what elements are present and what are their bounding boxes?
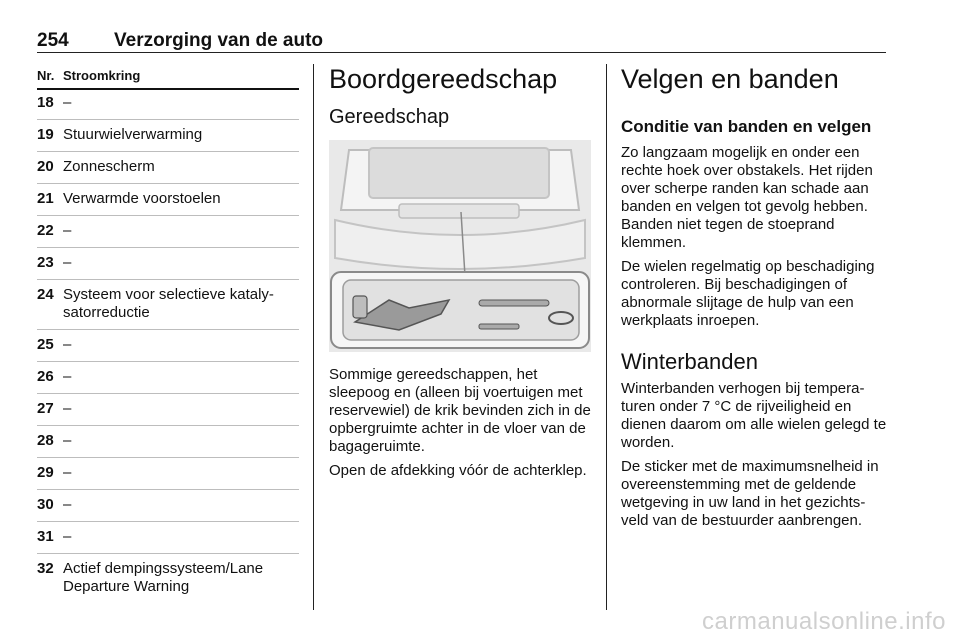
table-row <box>37 496 299 514</box>
fuse-circuit: Stuurwielverwarming <box>63 126 203 143</box>
table-row <box>37 368 299 386</box>
fuse-circuit: – <box>63 432 72 449</box>
table-row <box>37 158 299 176</box>
fuse-number: 32 <box>37 560 54 577</box>
fuse-number: 20 <box>37 158 54 175</box>
fuse-rows <box>37 94 299 596</box>
col-header-nr: Nr. <box>37 68 55 83</box>
row-divider <box>37 489 299 490</box>
page-title: Verzorging van de auto <box>114 30 324 51</box>
tools-heading: Boordgereedschap <box>329 64 558 94</box>
row-divider <box>37 247 299 248</box>
fuse-number: 24 <box>37 286 54 303</box>
tools-illustration <box>329 140 591 352</box>
watermark: carmanualsonline.info <box>702 608 946 635</box>
tyres-subheading-winter: Winterbanden <box>621 349 758 374</box>
fuse-number: 26 <box>37 368 54 385</box>
table-row <box>37 464 299 482</box>
row-divider <box>37 361 299 362</box>
fuse-circuit: Zonnescherm <box>63 158 155 175</box>
tyres-paragraph-2: De wielen regelmatig op beschadiging controleren. Bij beschadigingen of abnormale slijtage de hulp van een werkplaats inroepen. <box>621 258 875 329</box>
trunk-tools-drawing <box>329 140 591 352</box>
row-divider <box>37 425 299 426</box>
fuse-number: 25 <box>37 336 54 353</box>
tyres-paragraph-4: De sticker met de maximumsnelheid in overeenstemming met de geldende wetgeving in uw land in het gezichtsveld van de bestuurder aanbrengen. <box>621 458 879 529</box>
row-divider <box>37 183 299 184</box>
fuse-circuit: – <box>63 528 72 545</box>
tools-column <box>329 62 591 486</box>
table-row <box>37 432 299 450</box>
row-divider <box>37 329 299 330</box>
table-row <box>37 254 299 272</box>
row-divider <box>37 521 299 522</box>
fuse-table-header <box>37 66 299 88</box>
tyres-subheading-condition: Conditie van banden en velgen <box>621 117 872 136</box>
fuse-number: 29 <box>37 464 54 481</box>
tyres-heading: Velgen en banden <box>621 64 839 94</box>
table-row <box>37 94 299 112</box>
fuse-number: 19 <box>37 126 54 143</box>
fuse-circuit: – <box>63 222 72 239</box>
table-row <box>37 286 299 322</box>
table-row <box>37 528 299 546</box>
fuse-circuit: – <box>63 94 72 111</box>
tools-subheading: Gereedschap <box>329 106 450 128</box>
row-divider <box>37 215 299 216</box>
col-header-circuit: Stroomkring <box>63 68 141 83</box>
row-divider <box>37 279 299 280</box>
fuse-number: 21 <box>37 190 54 207</box>
column-divider-2 <box>606 64 607 610</box>
tyres-column <box>621 62 887 536</box>
table-row <box>37 222 299 240</box>
fuse-circuit: Systeem voor selectieve katalysatorreductie <box>63 286 274 321</box>
page-header <box>37 30 886 52</box>
tyres-paragraph-3: Winterbanden verhogen bij temperaturen onder 7 °C de rijveiligheid en dienen daarom om alle wielen gelegd te worden. <box>621 380 887 451</box>
fuse-number: 30 <box>37 496 54 513</box>
row-divider <box>37 393 299 394</box>
fuse-table <box>37 66 299 603</box>
tools-paragraph-1: Sommige gereedschappen, het sleepoog en (alleen bij voertuigen met reservewiel) de krik bevinden zich in de opbergruimte achter in de vloer van de bagageruimte. <box>329 366 591 455</box>
fuse-circuit: – <box>63 496 72 513</box>
table-row <box>37 560 299 596</box>
fuse-circuit: – <box>63 336 72 353</box>
fuse-circuit: – <box>63 254 72 271</box>
table-head-rule <box>37 88 299 90</box>
fuse-number: 22 <box>37 222 54 239</box>
fuse-circuit: – <box>63 464 72 481</box>
row-divider <box>37 119 299 120</box>
column-divider-1 <box>313 64 314 610</box>
fuse-number: 23 <box>37 254 54 271</box>
page-number: 254 <box>37 30 69 51</box>
fuse-number: 28 <box>37 432 54 449</box>
table-row <box>37 190 299 208</box>
fuse-circuit: Actief dempingssysteem/Lane Departure Warning <box>63 560 264 595</box>
table-row <box>37 126 299 144</box>
fuse-circuit: – <box>63 368 72 385</box>
tyres-paragraph-1: Zo langzaam mogelijk en onder een rechte hoek over obstakels. Het rijden over scherpe randen kan schade aan banden en velgen tot gevolg hebben. Banden niet tegen de stoeprand klemmen. <box>621 144 873 251</box>
fuse-number: 31 <box>37 528 54 545</box>
tools-paragraph-2: Open de afdekking vóór de achterklep. <box>329 462 587 479</box>
fuse-number: 18 <box>37 94 54 111</box>
row-divider <box>37 151 299 152</box>
header-rule <box>37 52 886 53</box>
row-divider <box>37 553 299 554</box>
table-row <box>37 336 299 354</box>
row-divider <box>37 457 299 458</box>
fuse-circuit: – <box>63 400 72 417</box>
fuse-circuit: Verwarmde voorstoelen <box>63 190 221 207</box>
table-row <box>37 400 299 418</box>
fuse-number: 27 <box>37 400 54 417</box>
